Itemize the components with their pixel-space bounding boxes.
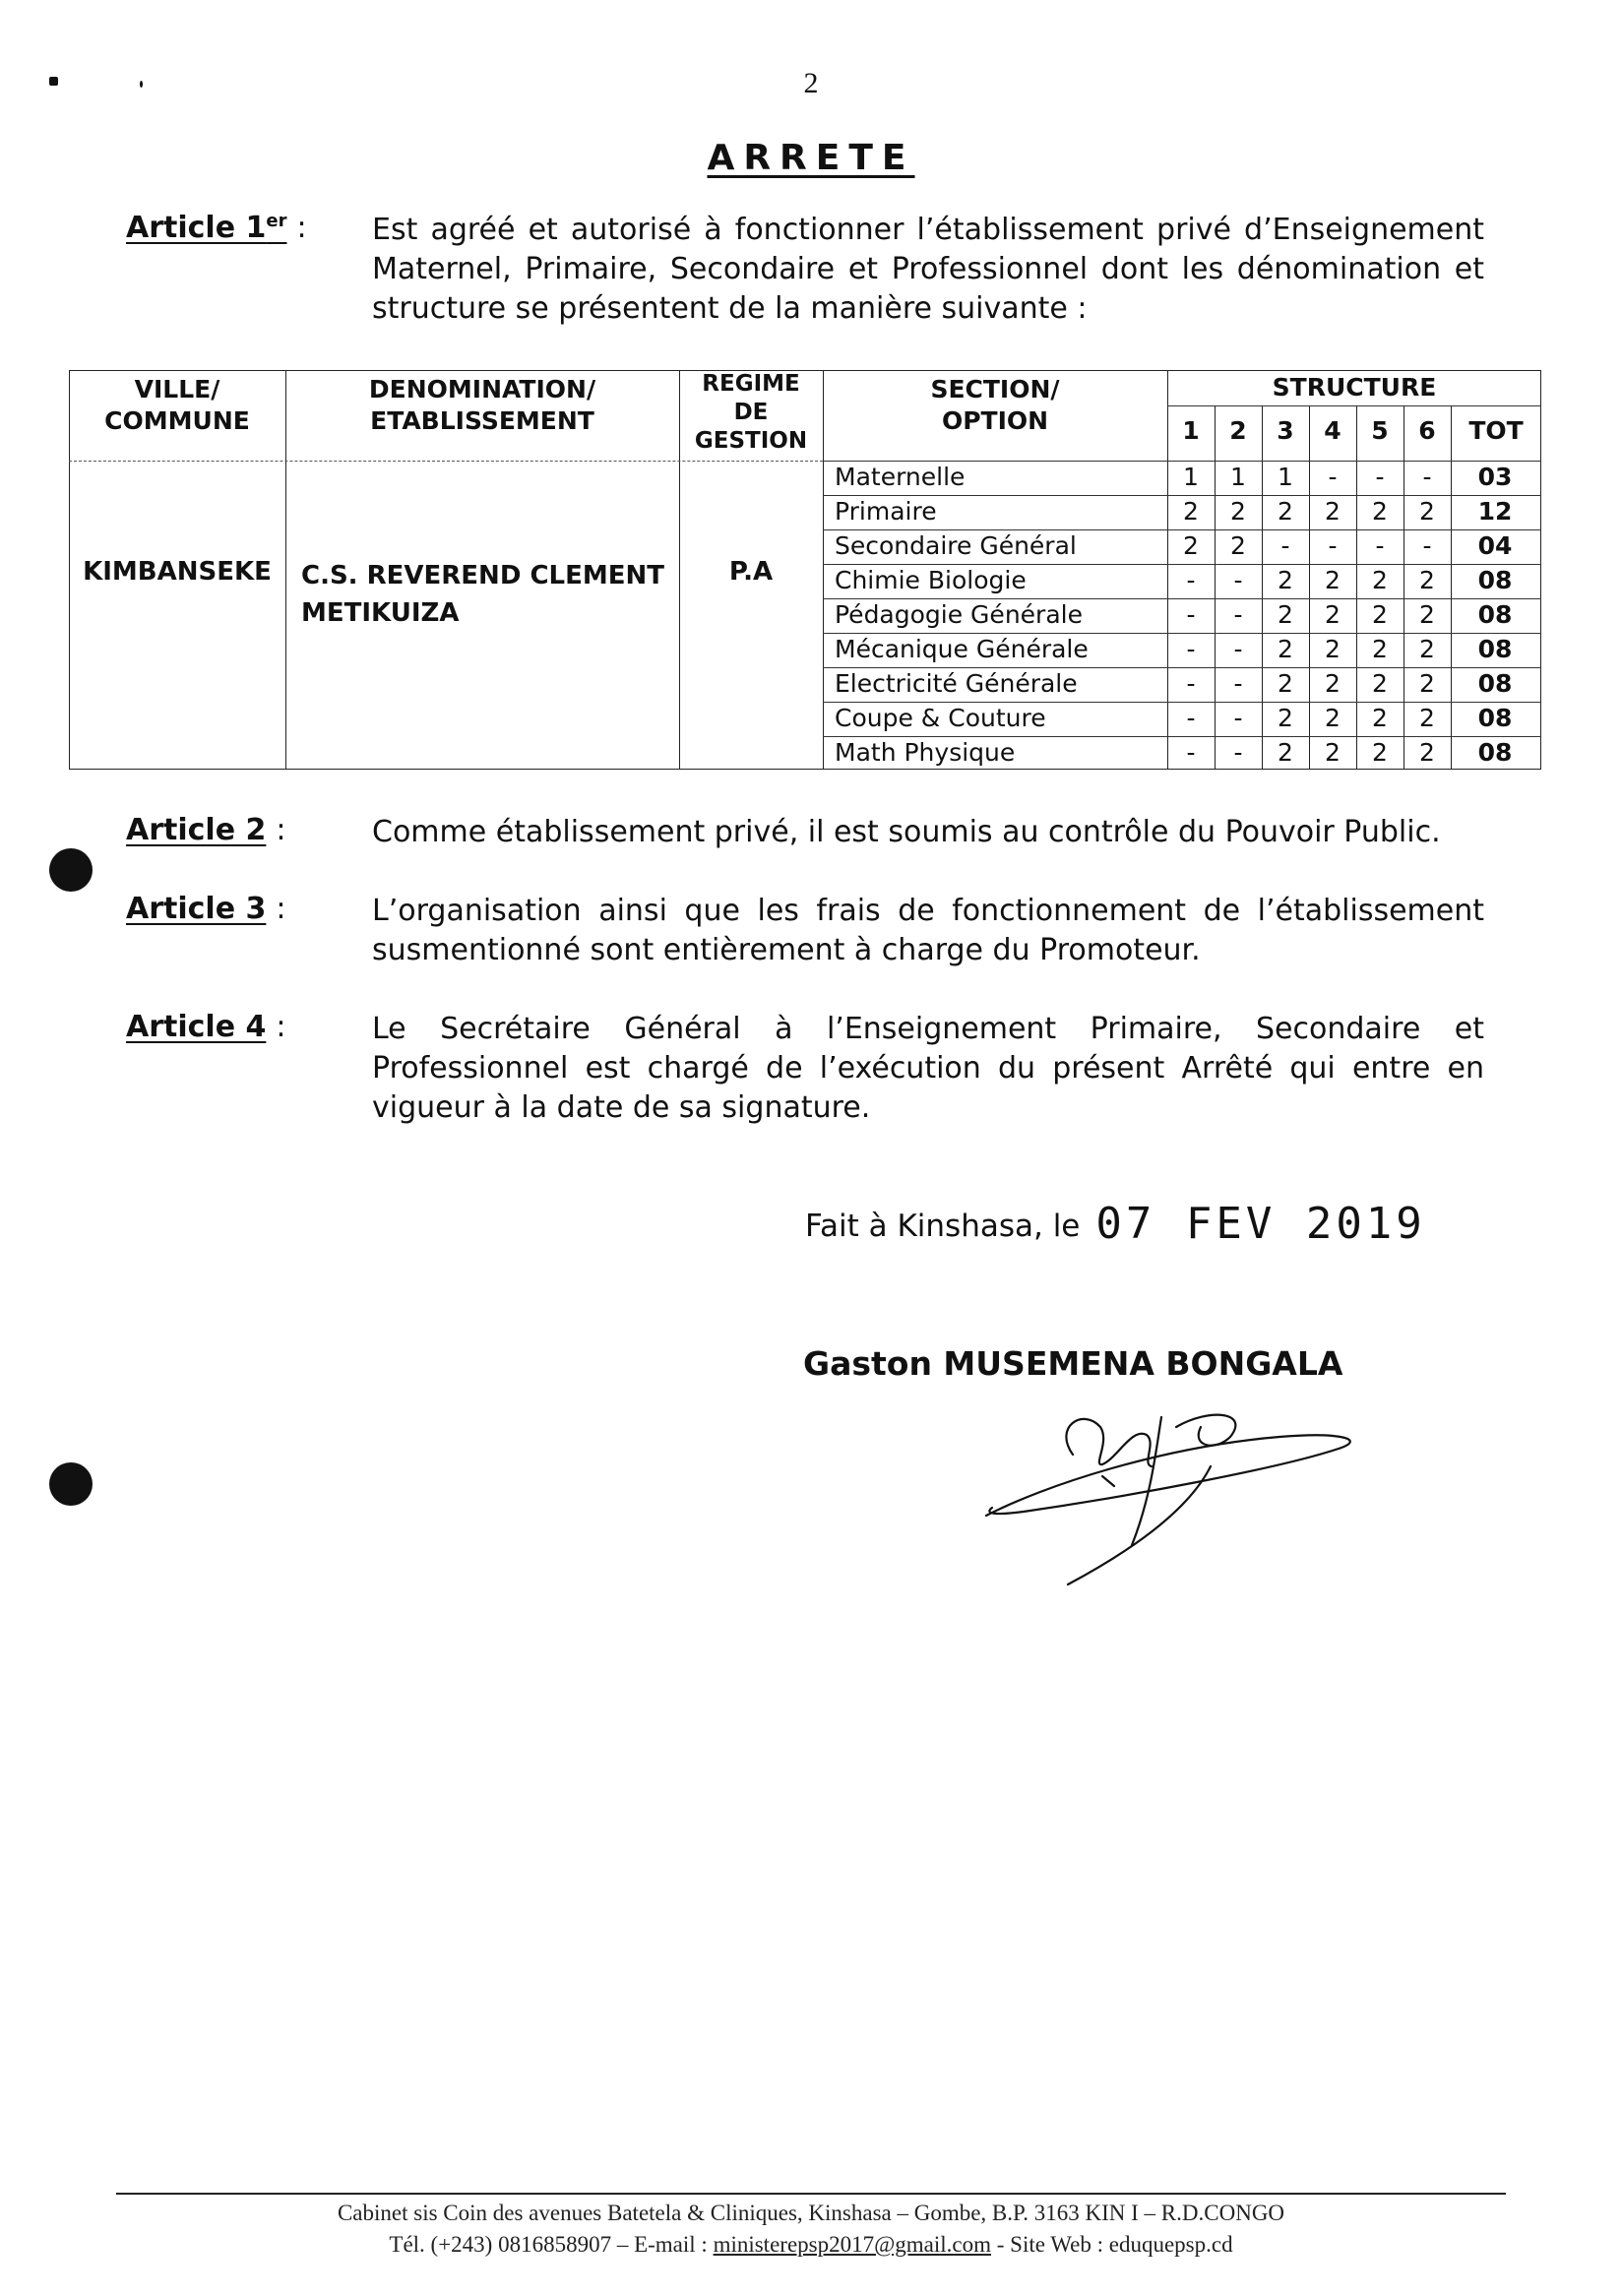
article-4-label: Article 4 : [126, 1010, 286, 1044]
header-regime: REGIME DE GESTION [694, 371, 808, 454]
row-year-value: - [1186, 566, 1196, 594]
cell-regime: P.A [728, 557, 774, 587]
row-year-value: 2 [1372, 566, 1388, 594]
row-year-value: 2 [1419, 669, 1435, 698]
header-year: 6 [1418, 416, 1436, 445]
row-section-label: Chimie Biologie [835, 566, 1027, 594]
header-ville: VILLE/ COMMUNE [104, 375, 250, 435]
row-divider [1167, 405, 1541, 406]
row-year-value: 2 [1325, 669, 1341, 698]
row-year-value: 1 [1230, 463, 1246, 491]
row-year-value: - [1233, 566, 1243, 594]
footer-rule [116, 2193, 1506, 2195]
row-total: 08 [1477, 600, 1513, 629]
row-year-value: 2 [1325, 635, 1341, 663]
row-year-value: - [1280, 531, 1290, 560]
header-denomination: DENOMINATION/ ETABLISSEMENT [368, 375, 596, 435]
row-year-value: - [1328, 531, 1338, 560]
article-4-text: Le Secrétaire Général à l’Enseignement Primaire, Secondaire et Professionnel est chargé de l’exécution du présent Arrêté qui entre en vigueur à la date de sa signature. [372, 1012, 1484, 1125]
row-section-label: Maternelle [835, 463, 966, 491]
footer-email-link[interactable]: ministerepsp2017@gmail.com [713, 2232, 992, 2257]
header-year: 3 [1277, 416, 1294, 445]
row-year-value: 2 [1278, 566, 1293, 594]
footer-address: Cabinet sis Coin des avenues Batetela & Cliniques, Kinshasa – Gombe, B.P. 3163 KIN I – R.D.CONGO [337, 2201, 1285, 2225]
row-year-value: - [1233, 669, 1243, 698]
row-year-value: 2 [1419, 600, 1435, 629]
punch-hole [49, 848, 93, 892]
header-divider [69, 461, 823, 462]
header-year: 4 [1324, 416, 1341, 445]
row-year-value: - [1375, 463, 1385, 491]
row-year-value: 2 [1372, 738, 1388, 767]
row-year-value: 2 [1419, 635, 1435, 663]
row-total: 12 [1477, 497, 1513, 526]
row-year-value: 2 [1325, 600, 1341, 629]
row-section-label: Primaire [835, 497, 937, 526]
row-year-value: 2 [1278, 600, 1293, 629]
row-divider [823, 564, 1541, 565]
row-year-value: 2 [1372, 704, 1388, 732]
document-title: ARRETE [707, 138, 915, 178]
row-year-value: 1 [1183, 463, 1199, 491]
row-year-value: 2 [1183, 531, 1199, 560]
row-year-value: 2 [1325, 566, 1341, 594]
row-total: 04 [1477, 531, 1513, 560]
row-divider [823, 633, 1541, 634]
row-year-value: 1 [1278, 463, 1293, 491]
row-section-label: Math Physique [835, 738, 1016, 767]
row-year-value: 2 [1372, 600, 1388, 629]
page-number: 2 [803, 67, 819, 99]
row-year-value: 2 [1419, 497, 1435, 526]
row-year-value: - [1186, 635, 1196, 663]
row-year-value: 2 [1183, 497, 1199, 526]
header-structure: STRUCTURE [1272, 373, 1437, 402]
row-divider [823, 702, 1541, 703]
article-2-label: Article 2 : [126, 813, 286, 847]
row-divider [823, 598, 1541, 599]
row-year-value: - [1422, 531, 1432, 560]
handwritten-signature [984, 1388, 1378, 1594]
row-year-value: 2 [1278, 669, 1293, 698]
row-year-value: 2 [1419, 704, 1435, 732]
row-section-label: Pédagogie Générale [835, 600, 1083, 629]
row-year-value: 2 [1419, 738, 1435, 767]
row-year-value: - [1233, 738, 1243, 767]
row-year-value: 2 [1278, 738, 1293, 767]
article-3-label: Article 3 : [126, 892, 286, 926]
row-year-value: - [1328, 463, 1338, 491]
row-total: 08 [1477, 704, 1513, 732]
header-divider [823, 461, 1541, 462]
row-total: 03 [1477, 463, 1513, 491]
row-year-value: 2 [1278, 497, 1293, 526]
row-year-value: - [1233, 635, 1243, 663]
row-total: 08 [1477, 669, 1513, 698]
header-year: 2 [1229, 416, 1247, 445]
row-year-value: - [1375, 531, 1385, 560]
row-section-label: Mécanique Générale [835, 635, 1089, 663]
article-1-text: Est agréé et autorisé à fonctionner l’établissement privé d’Enseignement Maternel, Primaire, Secondaire et Professionnel dont les dénomination et structure se présentent de la manière suivante : [372, 213, 1484, 326]
cell-denomination: C.S. REVEREND CLEMENT METIKUIZA [301, 561, 664, 628]
header-year: 1 [1182, 416, 1200, 445]
header-section: SECTION/ OPTION [930, 375, 1060, 435]
row-divider [823, 529, 1541, 530]
footer-contact: Tél. (+243) 0816858907 – E-mail : ministerepsp2017@gmail.com - Site Web : eduquepsp.cd [389, 2232, 1233, 2257]
row-divider [823, 736, 1541, 737]
row-year-value: 2 [1325, 497, 1341, 526]
punch-hole [49, 1462, 93, 1506]
row-year-value: - [1422, 463, 1432, 491]
row-year-value: 2 [1278, 635, 1293, 663]
row-year-value: 2 [1230, 531, 1246, 560]
row-total: 08 [1477, 566, 1513, 594]
row-year-value: 2 [1419, 566, 1435, 594]
row-year-value: - [1233, 704, 1243, 732]
structure-table [69, 370, 1541, 770]
row-year-value: 2 [1325, 738, 1341, 767]
row-year-value: - [1186, 669, 1196, 698]
article-1-label: Article 1er : [126, 211, 307, 245]
header-year: 5 [1371, 416, 1389, 445]
row-section-label: Coupe & Couture [835, 704, 1046, 732]
row-section-label: Electricité Générale [835, 669, 1078, 698]
article-2-text: Comme établissement privé, il est soumis au contrôle du Pouvoir Public. [372, 815, 1441, 849]
row-divider [823, 495, 1541, 496]
row-year-value: 2 [1372, 635, 1388, 663]
row-year-value: - [1233, 600, 1243, 629]
row-year-value: 2 [1372, 669, 1388, 698]
row-year-value: 2 [1372, 497, 1388, 526]
date-stamp: 07 FEV 2019 [1095, 1199, 1426, 1249]
header-tot: TOT [1468, 416, 1524, 445]
article-3-text: L’organisation ainsi que les frais de fonctionnement de l’établissement susmentionné sont entièrement à charge du Promoteur. [372, 894, 1484, 967]
cell-ville: KIMBANSEKE [83, 557, 272, 587]
row-year-value: - [1186, 704, 1196, 732]
row-divider [823, 667, 1541, 668]
place-date-line: Fait à Kinshasa, le 07 FEV 2019 [805, 1199, 1426, 1249]
row-year-value: 2 [1278, 704, 1293, 732]
row-section-label: Secondaire Général [835, 531, 1077, 560]
row-year-value: 2 [1325, 704, 1341, 732]
row-total: 08 [1477, 738, 1513, 767]
row-total: 08 [1477, 635, 1513, 663]
row-year-value: - [1186, 738, 1196, 767]
row-year-value: 2 [1230, 497, 1246, 526]
row-year-value: - [1186, 600, 1196, 629]
signatory-name: Gaston MUSEMENA BONGALA [803, 1344, 1343, 1383]
